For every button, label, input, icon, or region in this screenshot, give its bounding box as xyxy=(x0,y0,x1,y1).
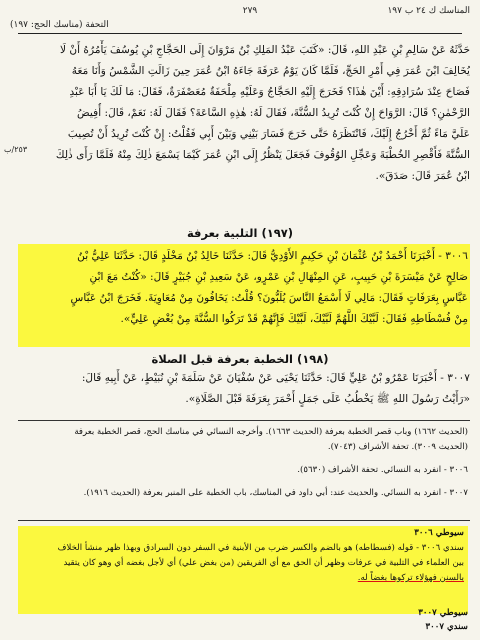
footnote-line: ٣٠٠٧ - انفرد به النسائي. والحديث عند: أبي داود في المناسك، باب الخطبة على المنبر بعرفة (الحديث ١٩١٦). xyxy=(83,488,468,498)
commentary-line-underlined: بالسنن فهؤلاء تركوها بغضاً له. xyxy=(357,573,464,583)
hadith-3006-text xyxy=(20,246,468,330)
text-line: ابْنُ عُمَرَ قَالَ: صَدَقَ». xyxy=(375,170,470,182)
text-line: فَصَاحَ عِنْدَ سُرَادِقِهِ: أَيْنَ هٰذَا؟ فَخَرَجَ إِلَيْهِ الحَجَّاجُ وَعَلَيْهِ مِلْحَفَةٌ مُعَصْفَرَةٌ، فَقَالَ: مَا لَكَ يَا أَبَا عَبْدِ xyxy=(69,86,470,98)
commentary-label-suyuti-3007: سيوطي ٣٠٠٧ xyxy=(418,608,468,618)
commentary-line: بين العلماء في التلبية في عرفات وظهر أن الحق مع أي الفريقين (من بغض علي) أي لأجل بغضه أي وهو كان يتقيد xyxy=(63,558,464,568)
text-line: ٣٠٠٧ - أَخْبَرَنَا عَمْرُو بْنُ عَلِيٍّ قَالَ: حَدَّثَنَا يَحْيَى عَنْ سُفْيَانَ عَنْ سَلَمَةَ بْنِ نُبَيْطٍ، عَنْ أَبِيهِ قَالَ: xyxy=(81,372,470,384)
text-line: «رَأَيْتُ رَسُولَ اللهِ ﷺ يَخْطُبُ عَلَى جَمَلٍ أَحْمَرَ بِعَرَفَةَ قَبْلَ الصَّلَاةِ». xyxy=(185,393,470,405)
text-line: السُّنَّةَ فَأَقْصِرِ الخُطْبَةَ وَعَجِّلِ الوُقُوفَ فَجَعَلَ يَنْظُرُ إِلَى ابْنِ عُمَرَ كَيْمَا يَسْمَعَ ذٰلِكَ مِنْهُ فَلَمَّا رَأَى ذٰلِكَ xyxy=(55,149,470,161)
footnote-line: (الحديث ٣٠٠٩). تحفة الأشراف (٧٠٤٣). xyxy=(327,442,468,452)
text-line: عَلَيَّ مَاءً ثُمَّ أَخْرُجُ إِلَيْكَ، فَانْتَظَرَهُ حَتَّى خَرَجَ فَسَارَ بَيْنِي وَبَيْنَ أَبِي فَقُلْتُ: إِنْ كُنْتَ تُرِيدُ أَنْ تُصِيبَ xyxy=(67,128,470,140)
text-line: صَالِحٍ عَنْ مَيْسَرَةَ بْنِ حَبِيبٍ، عَنِ المِنْهَالِ بْنِ عَمْرٍو، عَنْ سَعِيدِ بْنِ جُبَيْرٍ قَالَ: «كُنْتُ مَعَ ابْنِ xyxy=(89,271,468,283)
footnote-line: (الحديث ١٦٦٢) وباب قصر الخطبة بعرفة (الحديث ١٦٦٣). وأخرجه النسائي في مناسك الحج، قصر الخطبة بعرفة xyxy=(74,427,468,437)
page-header xyxy=(10,6,470,40)
text-line: مِنْ فُسْطَاطِهِ فَقَالَ: لَبَّيْكَ اللَّهُمَّ لَبَّيْكَ، لَبَّيْكَ فَإِنَّهُمْ قَدْ تَرَكُوا السُّنَّةَ مِنْ بُغْضِ عَلِيٍّ». xyxy=(120,313,468,325)
text-line: عَبَّاسٍ بِعَرَفَاتٍ فَقَالَ: مَالِي لَا أَسْمَعُ النَّاسَ يُلَبُّونَ؟ قُلْتُ: يَخَافُونَ مِنْ مُعَاوِيَةَ. فَخَرَجَ ابْنُ عَبَّاسٍ xyxy=(70,292,468,304)
commentary-divider xyxy=(18,520,470,521)
page-number: ٢٧٩ xyxy=(242,6,258,16)
commentary-text xyxy=(22,526,464,586)
footnote-divider xyxy=(18,420,470,421)
commentary-bottom xyxy=(18,606,468,634)
commentary-label-sindi-3007: سندي ٣٠٠٧ xyxy=(425,622,468,632)
margin-folio-mark: ٢٥٣/ب xyxy=(4,145,28,154)
footnotes xyxy=(18,425,468,501)
text-line: ٣٠٠٦ - أَخْبَرَنَا أَحْمَدُ بْنُ عُثْمَانَ بْنِ حَكِيمٍ الأَوْدِيُّ قَالَ: حَدَّثَنَا خَالِدُ بْنُ مَخْلَدٍ قَالَ: حَدَّثَنَا عَلِيُّ بْنُ xyxy=(77,250,468,262)
text-line: حَدَّثَهُ عَنْ سَالِمِ بْنِ عَبْدِ اللهِ، قَالَ: «كَتَبَ عَبْدُ المَلِكِ بْنُ مَرْوَانَ إِلَى الحَجَّاجِ بْنِ يُوسُفَ يَأْمُرُهُ أَنْ لَا xyxy=(59,44,470,56)
header-tuhfa-reference: التحفة (مناسك الحج: ١٩٧) xyxy=(10,20,109,30)
hadith-text-continued xyxy=(18,40,470,210)
text-line: الرَّحْمٰنِ؟ قَالَ: الرَّوَاحَ إِنْ كُنْتَ تُرِيدُ السُّنَّةَ، فَقَالَ لَهُ: هٰذِهِ السَّاعَةَ؟ فَقَالَ لَهُ: نَعَمْ، قَالَ: أُفِيضُ xyxy=(76,107,470,119)
footnote-line: ٣٠٠٦ - انفرد به النسائي. تحفة الأشراف (٥٦٣٠). xyxy=(297,465,468,475)
chapter-heading-khutba: (١٩٨) الخطبة بعرفة قبل الصلاة xyxy=(151,352,329,366)
chapter-heading-talbiya: (١٩٧) التلبية بعرفة xyxy=(186,226,294,240)
highlighted-commentary-box xyxy=(18,526,468,614)
header-divider xyxy=(18,33,462,34)
commentary-line: سندي ٣٠٠٦ - قوله (فسطاطه) هو بالضم والكسر ضرب من الأبنية في السفر دون السرادق وبهذا ظهر منشأ الخلاف xyxy=(57,543,464,553)
highlighted-hadith-3006 xyxy=(18,244,470,347)
commentary-label-suyuti: سيوطي ٣٠٠٦ xyxy=(414,528,464,538)
hadith-3007-text xyxy=(18,368,470,410)
text-line: يُخَالِفَ ابْنَ عُمَرَ فِي أَمْرِ الحَجِّ، فَلَمَّا كَانَ يَوْمُ عَرَفَةَ جَاءَهُ ابْنُ عُمَرَ حِينَ زَالَتِ الشَّمْسُ وَأَنَا مَعَهُ xyxy=(71,65,470,77)
header-chapter-reference: المناسك ك ٢٤ ب ١٩٧ xyxy=(387,6,470,16)
